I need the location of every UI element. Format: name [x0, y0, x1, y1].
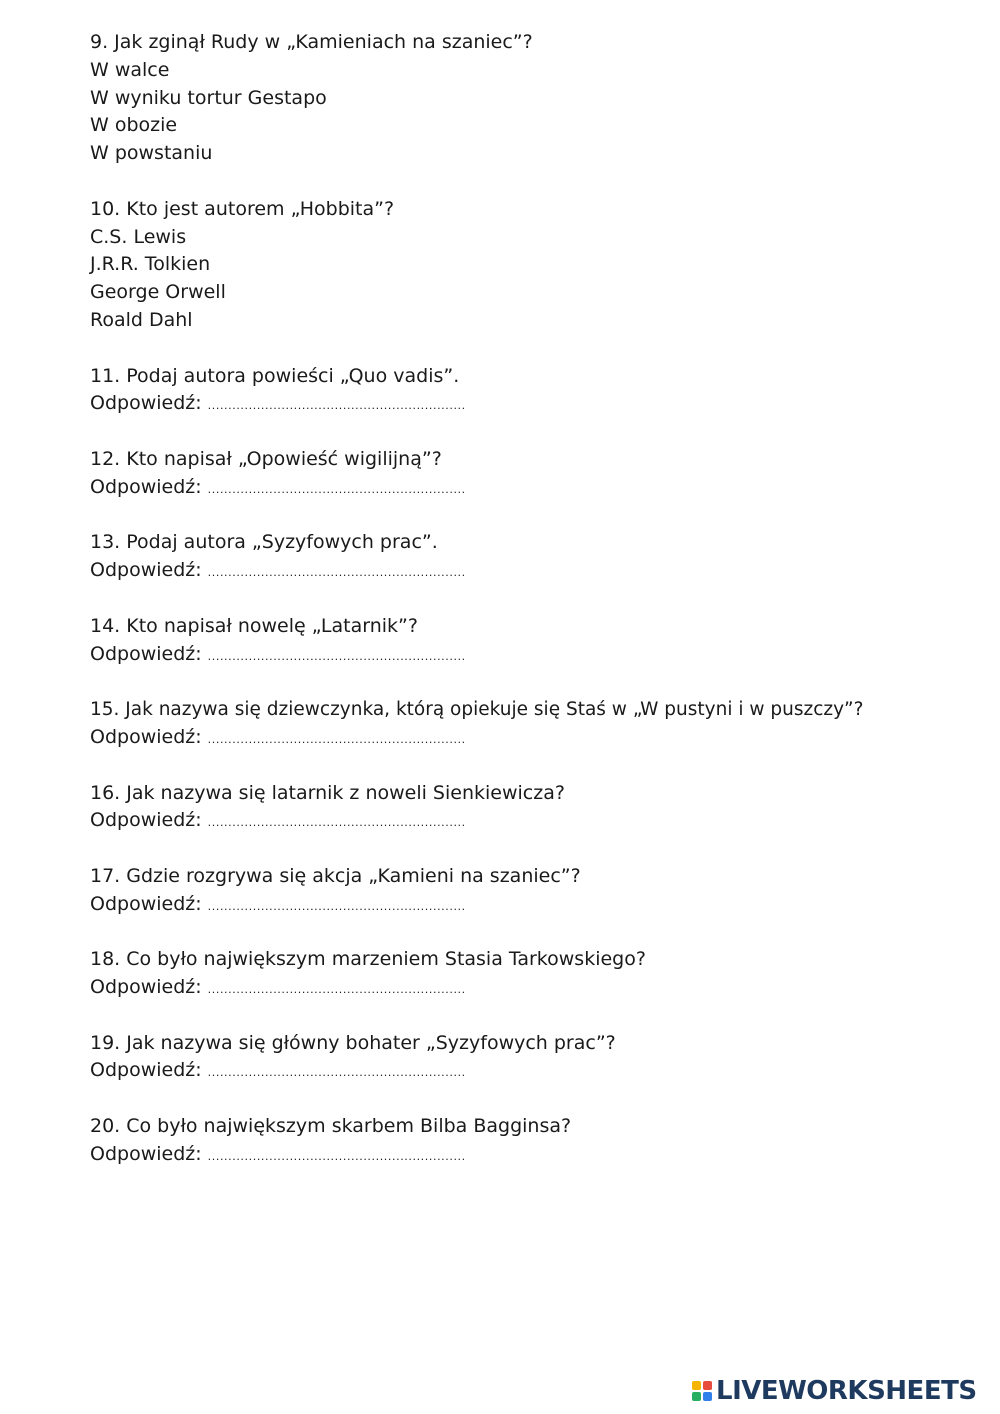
liveworksheets-logo [692, 1376, 977, 1406]
answer-input[interactable]: ............................................................... [207, 649, 466, 663]
answer-row [90, 807, 970, 835]
question-block-13 [90, 529, 970, 585]
answer-input[interactable]: ............................................................... [207, 899, 466, 913]
logo-square-l [692, 1381, 701, 1390]
logo-square-e [703, 1392, 712, 1401]
question-text: 11. Podaj autora powieści „Quo vadis”. [90, 364, 460, 387]
worksheet-page [90, 29, 970, 1169]
answer-row [90, 974, 970, 1002]
question-block-12 [90, 446, 970, 502]
question-text: 16. Jak nazywa się latarnik z noweli Sienkiewicza? [90, 781, 565, 804]
answer-input[interactable]: ............................................................... [207, 1066, 466, 1080]
answer-label: Odpowiedź: [90, 1059, 202, 1082]
answer-input[interactable]: ............................................................... [207, 816, 466, 830]
answer-label: Odpowiedź: [90, 559, 202, 582]
answer-label: Odpowiedź: [90, 392, 202, 415]
question-text: 13. Podaj autora „Syzyfowych prac”. [90, 531, 438, 554]
question-text: 10. Kto jest autorem „Hobbita”? [90, 197, 395, 220]
answer-option[interactable]: W walce [90, 58, 170, 81]
answer-row [90, 641, 970, 669]
answer-row [90, 557, 970, 585]
answer-input[interactable]: ............................................................... [207, 399, 466, 413]
answer-option[interactable]: W powstaniu [90, 142, 213, 165]
answer-option[interactable]: C.S. Lewis [90, 225, 187, 248]
question-text: 15. Jak nazywa się dziewczynka, którą opiekuje się Staś w „W pustyni i w puszczy”? [90, 699, 864, 721]
answer-option[interactable]: George Orwell [90, 281, 226, 304]
answer-input[interactable]: ............................................................... [207, 1149, 466, 1163]
answer-label: Odpowiedź: [90, 475, 202, 498]
question-text: 12. Kto napisał „Opowieść wigilijną”? [90, 447, 442, 470]
answer-label: Odpowiedź: [90, 1142, 202, 1165]
question-block-20 [90, 1113, 970, 1169]
question-text: 19. Jak nazywa się główny bohater „Syzyfowych prac”? [90, 1031, 616, 1054]
question-text: 18. Co było największym marzeniem Stasia Tarkowskiego? [90, 948, 646, 971]
question-text: 9. Jak zginął Rudy w „Kamieniach na szaniec”? [90, 31, 533, 53]
answer-label: Odpowiedź: [90, 642, 202, 665]
answer-input[interactable]: ............................................................... [207, 482, 466, 496]
answer-option[interactable]: W obozie [90, 114, 178, 137]
answer-option[interactable]: Roald Dahl [90, 308, 193, 331]
logo-square-v [692, 1392, 701, 1401]
question-block-14 [90, 613, 970, 669]
question-text: 14. Kto napisał nowelę „Latarnik”? [90, 614, 418, 637]
answer-row [90, 390, 970, 418]
question-block-17 [90, 863, 970, 919]
answer-input[interactable]: ............................................................... [207, 732, 466, 746]
answer-input[interactable]: ............................................................... [207, 566, 466, 580]
answer-label: Odpowiedź: [90, 892, 202, 915]
question-block-18 [90, 946, 970, 1002]
answer-row [90, 724, 970, 752]
answer-option[interactable]: W wyniku tortur Gestapo [90, 86, 327, 109]
question-text: 20. Co było największym skarbem Bilba Bagginsa? [90, 1115, 572, 1138]
answer-option[interactable]: J.R.R. Tolkien [90, 253, 211, 276]
answer-row [90, 474, 970, 502]
answer-row [90, 891, 970, 919]
question-block-16 [90, 780, 970, 836]
answer-label: Odpowiedź: [90, 725, 202, 748]
question-block-10 [90, 196, 970, 335]
answer-label: Odpowiedź: [90, 976, 202, 999]
question-block-19 [90, 1030, 970, 1086]
question-block-9 [90, 29, 970, 168]
answer-input[interactable]: ............................................................... [207, 983, 466, 997]
question-block-11 [90, 363, 970, 419]
answer-row [90, 1141, 970, 1169]
logo-square-i [703, 1381, 712, 1390]
logo-mark-icon [692, 1381, 712, 1401]
logo-text: LIVEWORKSHEETS [716, 1376, 977, 1406]
question-block-15 [90, 696, 970, 752]
answer-row [90, 1057, 970, 1085]
question-text: 17. Gdzie rozgrywa się akcja „Kamieni na szaniec”? [90, 864, 581, 887]
answer-label: Odpowiedź: [90, 809, 202, 832]
